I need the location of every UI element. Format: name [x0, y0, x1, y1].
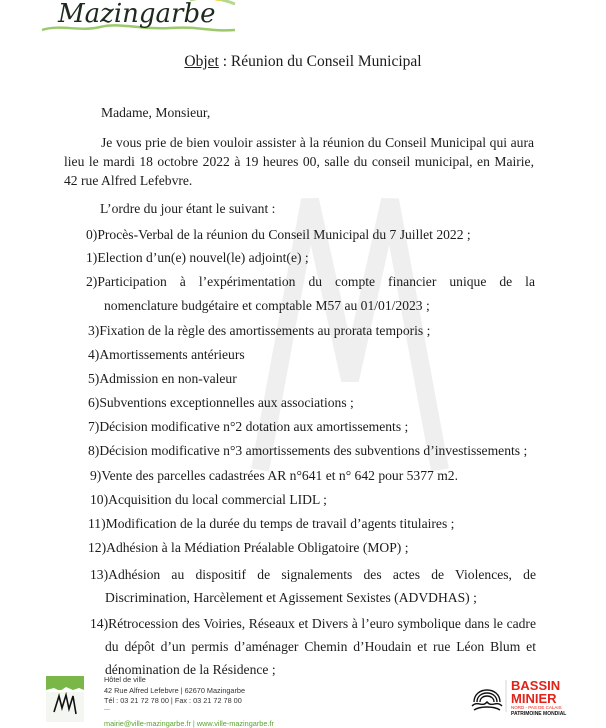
agenda-item-11: 11)Modification de la durée du temps de travail d’agents titulaires ;: [88, 516, 455, 531]
region-text: NORD - PAS DE CALAIS: [511, 705, 562, 710]
agenda-item-8: 8)Décision modificative n°3 amortissements des subventions d’investissements ;: [88, 443, 528, 458]
bassin-text: BASSIN: [511, 678, 561, 693]
footer-phone-fax: Tél : 03 21 72 78 00 | Fax : 03 21 72 78 00: [104, 696, 242, 705]
agenda-item-1: 1)Election d’un(e) nouvel(le) adjoint(e) ;: [86, 250, 309, 265]
agenda-item-14-line-2: du dépôt d’un permis d’aménager Chemin d’Houdain et rue Léon Blum et: [105, 639, 536, 654]
patrimoine-text: PATRIMOINE MONDIAL: [511, 711, 567, 716]
footer-divider: —: [104, 707, 110, 713]
agenda-item-12: 12)Adhésion à la Médiation Préalable Obligatoire (MOP) ;: [88, 540, 409, 555]
agenda-item-3: 3)Fixation de la règle des amortissements au prorata temporis ;: [88, 323, 431, 338]
subject-title: Réunion du Conseil Municipal: [230, 53, 422, 70]
footer-town-logo: [46, 676, 84, 722]
subject-separator: :: [218, 53, 231, 70]
logo-text: Mazingarbe: [58, 0, 216, 29]
agenda-item-0: 0)Procès-Verbal de la réunion du Conseil Municipal du 7 Juillet 2022 ;: [86, 227, 471, 242]
mazingarbe-logo-graphic: [40, 0, 250, 42]
agenda-item-14-line-3: dénomination de la Résidence ;: [105, 662, 276, 677]
agenda-item-13-line-2: Discrimination, Harcèlement et Agissement Sexistes (ADVDHAS) ;: [105, 590, 477, 605]
intro-line-3: 42 rue Alfred Lefebvre.: [64, 173, 193, 188]
agenda-item-5: 5)Admission en non-valeur: [88, 371, 237, 386]
bassin-minier-emblem-icon: [472, 690, 502, 710]
agenda-item-7: 7)Décision modificative n°2 dotation aux amortissements ;: [88, 419, 409, 434]
footer-building: Hôtel de ville: [104, 675, 146, 684]
agenda-item-2-line-2: nomenclature budgétaire et comptable M57 au 01/01/2023 ;: [104, 298, 430, 313]
agenda-item-10: 10)Acquisition du local commercial LIDL ;: [90, 492, 327, 507]
intro-line-1: Je vous prie de bien vouloir assister à la réunion du Conseil Municipal qui aura: [101, 135, 534, 150]
agenda-item-6: 6)Subventions exceptionnelles aux associations ;: [88, 395, 354, 410]
salutation: Madame, Monsieur,: [101, 105, 211, 120]
minier-text: MINIER: [511, 691, 557, 706]
agenda-item-9: 9)Vente des parcelles cadastrées AR n°641 et n° 642 pour 5377 m2.: [90, 468, 458, 483]
mazingarbe-logo: [40, 0, 250, 42]
agenda-item-14-line-1: 14)Rétrocession des Voiries, Réseaux et Divers à l’euro symbolique dans le cadre: [90, 616, 536, 631]
agenda-item-2-line-1: 2)Participation à l’expérimentation du compte financier unique de la: [86, 274, 535, 289]
agenda-item-13-line-1: 13)Adhésion au dispositif de signalements des actes de Violences, de: [90, 567, 536, 582]
subject-line: [0, 53, 606, 71]
bassin-minier-logo: [470, 676, 604, 716]
intro-line-2: lieu le mardi 18 octobre 2022 à 19 heures 00, salle du conseil municipal, en Mairie,: [64, 154, 534, 169]
agenda-intro: L’ordre du jour étant le suivant :: [100, 201, 276, 216]
subject-label: Objet: [184, 53, 219, 70]
footer-address: 42 Rue Alfred Lefebvre | 62670 Mazingarbe: [104, 686, 246, 695]
agenda-item-4: 4)Amortissements antérieurs: [88, 347, 245, 362]
footer-email-web[interactable]: mairie@ville-mazingarbe.fr | www.ville-mazingarbe.fr: [104, 719, 274, 728]
